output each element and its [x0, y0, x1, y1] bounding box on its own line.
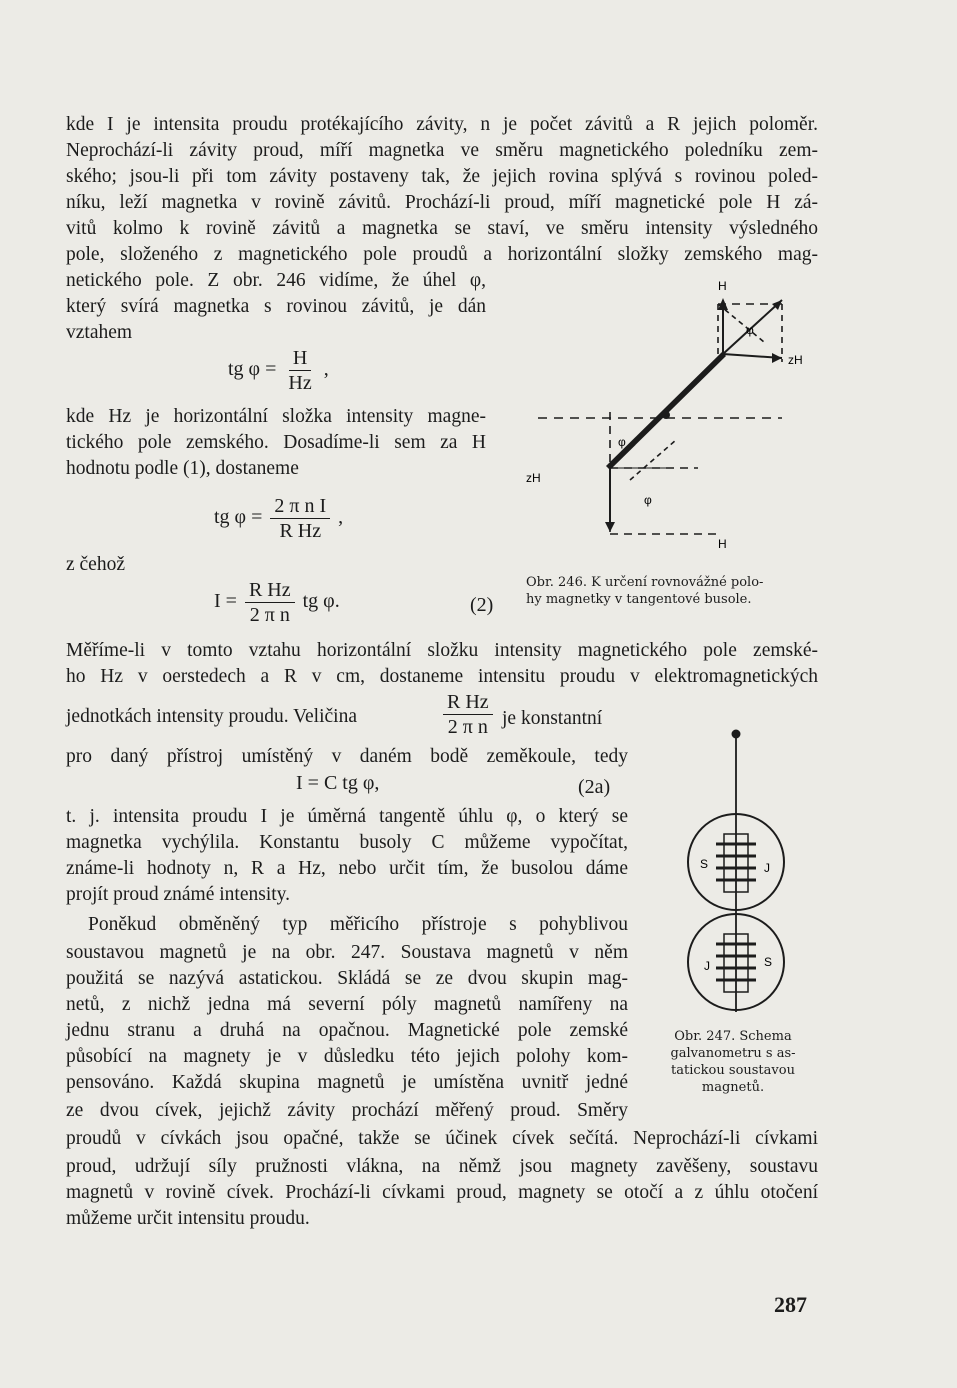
eq3-numerator: R Hz: [245, 578, 295, 603]
label-phi-1: φ: [746, 323, 754, 337]
eq2-denominator: R Hz: [279, 520, 322, 542]
eq2-fraction: [270, 494, 330, 543]
text-line: kde I je intensita proudu protékajícího závity, n je počet závitů a R jejich poloměr.: [66, 114, 818, 135]
text-line: pole, složeného z magnetického pole proudů a horizontální složky zemského mag-: [66, 244, 818, 265]
eq2-tail: ,: [338, 506, 344, 529]
text-line: kde Hz je horizontální složka intensity magne-: [66, 406, 486, 427]
text-line: níku, leží magnetka v rovině závitů. Prochází-li proud, míří magnetické pole H zá-: [66, 192, 818, 213]
label-H-bottom: H: [718, 537, 727, 550]
text-line: ze dvou cívek, jejichž závity prochází měřený proud. Směry: [66, 1100, 628, 1121]
text-line: netického pole. Z obr. 246 vidíme, že úhel φ,: [66, 270, 486, 291]
eq3-tail: tg φ.: [302, 590, 340, 613]
eq1-fraction: [284, 346, 315, 395]
eq1-denominator: Hz: [288, 372, 312, 394]
text-line: Měříme-li v tomto vztahu horizontální složku intensity magnetického pole zemské-: [66, 640, 818, 661]
text-line: ského; jsou-li při tom závity postaveny tak, že jejich rovina splývá s rovinou poled-: [66, 166, 818, 187]
eq1-tail: ,: [323, 358, 329, 381]
text-line: magnetů v rovině cívek. Prochází-li cívkami proud, magnety se otočí a z úhlu otočení: [66, 1182, 818, 1203]
figure-247-caption-line-2: galvanometru s as-: [670, 1046, 796, 1061]
equation-3: [214, 578, 340, 627]
text-line: působící na magnety je v důsledku této jejich polohy kom-: [66, 1046, 628, 1067]
text-line: proudů v cívkách jsou opačné, takže se účinek cívek sečítá. Neprochází-li cívkami: [66, 1128, 818, 1149]
figure-246-diagram: [520, 270, 810, 550]
figure-246-caption-line-1: Obr. 246. K určení rovnovážné polo-: [526, 575, 764, 590]
figure-247-diagram: [680, 722, 810, 1022]
text-line: hodnotu podle (1), dostaneme: [66, 458, 299, 479]
eq3-lhs: I =: [214, 590, 237, 613]
eq2-numerator: 2 π n I: [270, 494, 330, 519]
text-line: pro daný přístroj umístěný v daném bodě zeměkoule, tedy: [66, 746, 628, 767]
text-line: Poněkud obměněný typ měřicího přístroje s pohyblivou: [88, 914, 628, 935]
label-S-top: S: [700, 857, 709, 871]
equation-3-number: (2): [470, 594, 494, 616]
eq3-fraction: [245, 578, 295, 627]
text-line: netů, z nichž jedna má severní póly magnetů namířeny na: [66, 994, 628, 1015]
equation-1: [228, 346, 329, 395]
text-line: který svírá magnetka s rovinou závitů, je dán: [66, 296, 486, 317]
text-line: použitá se nazývá astatickou. Skládá se ze dvou skupin mag-: [66, 968, 628, 989]
label-phi-3: φ: [644, 493, 652, 507]
text-line: vitů kolmo k rovině závitů a magnetka se staví, ve směru intensity výsledného: [66, 218, 818, 239]
eq1-lhs: tg φ =: [228, 358, 277, 381]
text-line: jednu stranu a druhá na opačnou. Magnetické pole zemské: [66, 1020, 628, 1041]
text-line: z čehož: [66, 554, 125, 575]
text-line: známe-li hodnoty n, R a Hz, nebo určit tím, že busolou dáme: [66, 858, 628, 879]
text-line: je konstantní: [502, 708, 603, 729]
eq3-denominator: 2 π n: [249, 604, 290, 626]
label-H-top: H: [718, 279, 727, 293]
label-S-bottom: S: [764, 955, 773, 969]
eq1-numerator: H: [289, 346, 311, 371]
page-number: 287: [774, 1292, 807, 1317]
label-J-bottom: J: [704, 959, 710, 973]
text-line: tického pole zemského. Dosadíme-li sem za H: [66, 432, 486, 453]
text-line: magnetka vychýlila. Konstantu busoly C můžeme vypočítat,: [66, 832, 628, 853]
text-line: můžeme určit intensitu proudu.: [66, 1208, 310, 1229]
equation-4-number: (2a): [578, 776, 611, 798]
inline-denominator: 2 π n: [447, 716, 488, 738]
figure-246-caption-line-2: hy magnetky v tangentové busole.: [526, 592, 752, 607]
text-line: Neprochází-li závity proud, míří magnetka ve směru magnetického poledníku zem-: [66, 140, 818, 161]
text-line: ho Hz v oerstedech a R v cm, dostaneme intensitu proudu v elektromagnetických: [66, 666, 818, 687]
equation-4: I = C tg φ,: [296, 772, 380, 794]
label-zH-left: zH: [526, 471, 541, 485]
text-line: vztahem: [66, 322, 133, 343]
figure-247-caption-line-1: Obr. 247. Schema: [674, 1029, 792, 1044]
inline-fraction-body: [443, 690, 493, 739]
text-line: pensováno. Každá skupina magnetů je umístěna uvnitř jedné: [66, 1072, 628, 1093]
inline-numerator: R Hz: [443, 690, 493, 715]
equation-2: [214, 494, 343, 543]
text-line: jednotkách intensity proudu. Veličina: [66, 706, 357, 727]
text-line: proud, udržují síly pružnosti vlákna, na němž jsou magnety zavěšeny, soustavu: [66, 1156, 818, 1177]
label-zH-right: zH: [788, 353, 803, 367]
figure-247-caption-line-3: tatickou soustavou: [671, 1063, 795, 1078]
label-J-top: J: [764, 861, 770, 875]
text-line: t. j. intensita proudu I je úměrná tangentě úhlu φ, o který se: [66, 806, 628, 827]
inline-fraction: [440, 690, 496, 739]
text-line: projít proud známé intensity.: [66, 884, 291, 905]
text-line: soustavou magnetů je na obr. 247. Soustava magnetů v něm: [66, 942, 628, 963]
figure-247-caption-line-4: magnetů.: [701, 1080, 765, 1095]
eq2-lhs: tg φ =: [214, 506, 263, 529]
label-phi-2: φ: [618, 435, 626, 449]
